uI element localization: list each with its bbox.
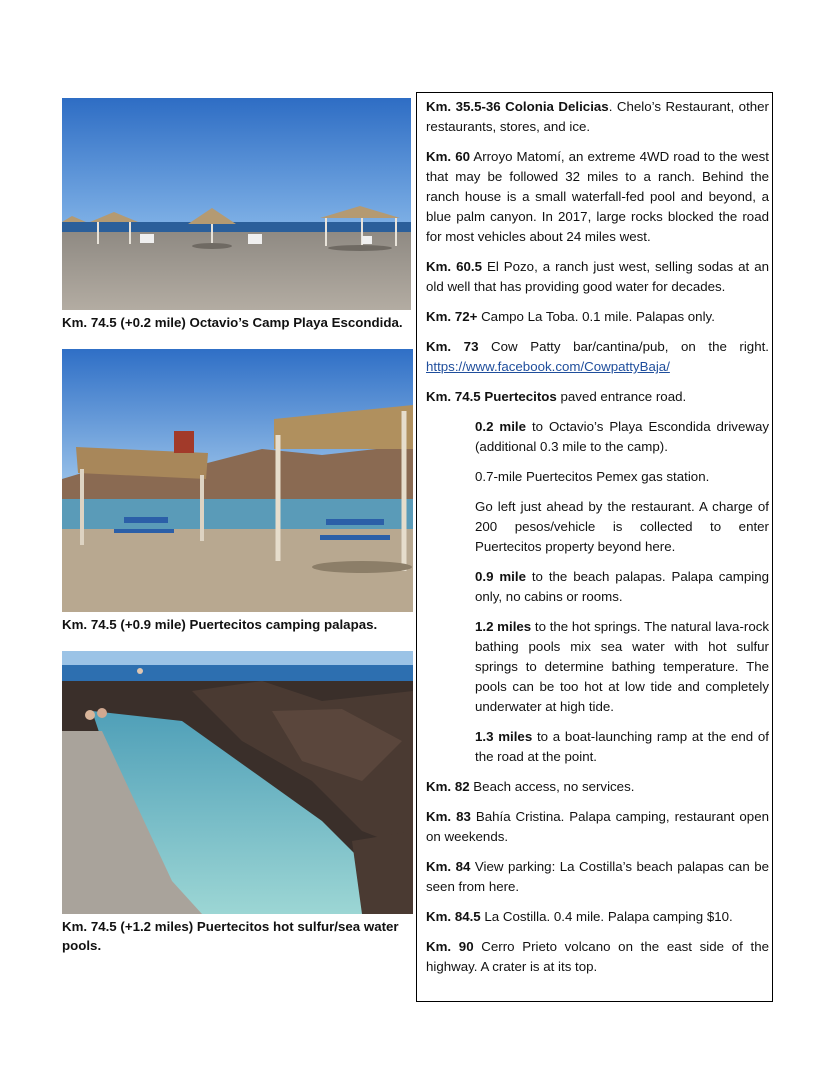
beach-palapas-image (62, 98, 411, 310)
road-log-entry: Km. 90 Cerro Prieto volcano on the east side of the highway. A crater is at its top. (426, 939, 769, 974)
photo-playa-escondida (62, 98, 411, 310)
road-log-entry: Km. 60 Arroyo Matomí, an extreme 4WD road to the west that may be followed 32 miles to a ranch. Behind the ranch house is a small waterfall-fed pool and beyond, a blue palm canyon. In 2017, large rocks blocked the road for most vehicles about 24 miles west. (426, 149, 769, 244)
photo-caption: Km. 74.5 (+0.2 mile) Octavio’s Camp Playa Escondida. (62, 315, 403, 330)
photo-caption: Km. 74.5 (+1.2 miles) Puertecitos hot sulfur/sea water pools. (62, 919, 399, 953)
road-log-entry: Km. 60.5 El Pozo, a ranch just west, selling sodas at an old well that has providing good water for decades. (426, 259, 769, 294)
road-log-entry: Km. 83 Bahía Cristina. Palapa camping, restaurant open on weekends. (426, 809, 769, 844)
road-log-entry: Km. 84.5 La Costilla. 0.4 mile. Palapa camping $10. (426, 909, 733, 924)
road-log-entry: Km. 84 View parking: La Costilla’s beach palapas can be seen from here. (426, 859, 769, 894)
road-log-sub-entry: 0.7-mile Puertecitos Pemex gas station. (475, 469, 710, 484)
road-log-sub-entry: 0.9 mile to the beach palapas. Palapa camping only, no cabins or rooms. (475, 569, 769, 604)
road-log-sub-entry: 0.2 mile to Octavio’s Playa Escondida driveway (additional 0.3 mile to the camp). (475, 419, 769, 454)
road-log-entry: Km. 74.5 Puertecitos paved entrance road. (426, 389, 687, 404)
road-log-box (416, 92, 773, 1002)
photo-caption: Km. 74.5 (+0.9 mile) Puertecitos camping palapas. (62, 617, 378, 632)
hot-pools-image (62, 651, 413, 914)
photo-camping-palapas (62, 349, 413, 612)
facebook-link[interactable]: https://www.facebook.com/CowpattyBaja/ (426, 359, 670, 374)
road-log-entry: Km. 35.5-36 Colonia Delicias. Chelo’s Restaurant, other restaurants, stores, and ice. (426, 99, 769, 134)
road-log-entry: Km. 73 Cow Patty bar/cantina/pub, on the right. https://www.facebook.com/CowpattyBaja/ (426, 339, 769, 374)
road-log-sub-entry: 1.2 miles to the hot springs. The natural lava-rock bathing pools mix sea water with hot sulfur springs to determine bathing temperature. The pools can be too hot at low tide and completely underwater at high tide. (475, 619, 770, 714)
road-log-entry: Km. 82 Beach access, no services. (426, 779, 635, 794)
road-log-sub-entry: Go left just ahead by the restaurant. A charge of 200 pesos/vehicle is collected to enter Puertecitos property beyond here. (475, 499, 769, 554)
road-log-entry: Km. 72+ Campo La Toba. 0.1 mile. Palapas only. (426, 309, 715, 324)
photo-hot-pools (62, 651, 413, 914)
road-log-sub-entry: 1.3 miles to a boat-launching ramp at the end of the road at the point. (475, 729, 769, 764)
camping-palapas-image (62, 349, 413, 612)
